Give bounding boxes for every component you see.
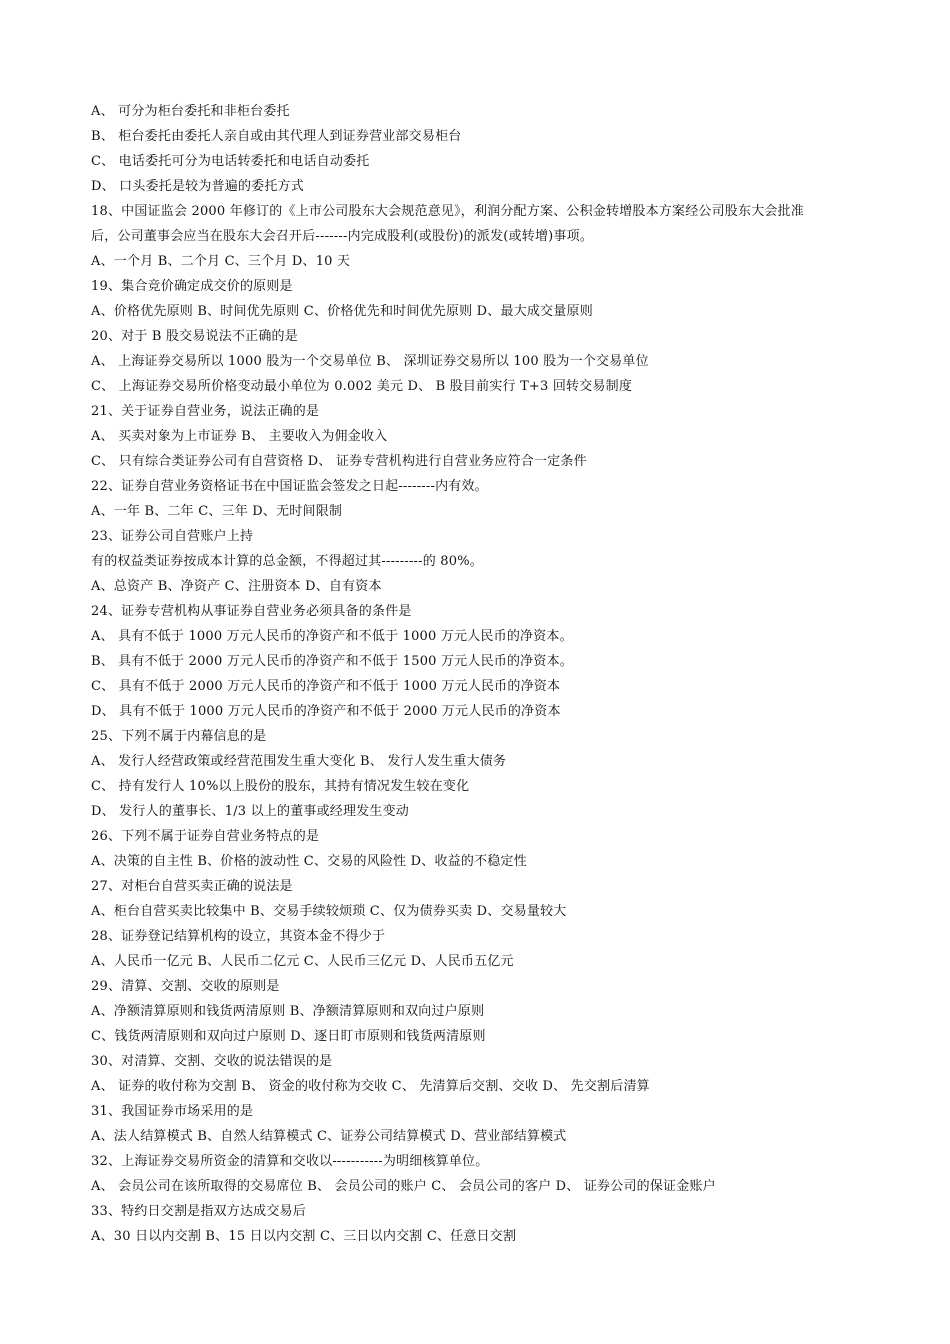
question-27: 27、对柜台自营买卖正确的说法是 bbox=[91, 879, 293, 894]
question-32: 32、上海证券交易所资金的清算和交收以-----------为明细核算单位。 bbox=[91, 1154, 489, 1169]
option-line: D、 具有不低于 1000 万元人民币的净资产和不低于 2000 万元人民币的净资本 bbox=[91, 704, 561, 719]
question-19: 19、集合竞价确定成交价的原则是 bbox=[91, 279, 293, 294]
question-31: 31、我国证券市场采用的是 bbox=[91, 1104, 254, 1119]
option-line: D、 发行人的董事长、1/3 以上的董事或经理发生变动 bbox=[91, 804, 410, 819]
option-line: C、 具有不低于 2000 万元人民币的净资产和不低于 1000 万元人民币的净资本 bbox=[91, 679, 561, 694]
question-20: 20、对于 B 股交易说法不正确的是 bbox=[91, 329, 298, 344]
answer-options: A、30 日以内交割 B、15 日以内交割 C、三日以内交割 C、任意日交割 bbox=[91, 1229, 517, 1244]
question-23-cont: 有的权益类证券按成本计算的总金额，不得超过其---------的 80%。 bbox=[91, 554, 483, 569]
answer-options: A、总资产 B、净资产 C、注册资本 D、自有资本 bbox=[91, 579, 382, 594]
question-25: 25、下列不属于内幕信息的是 bbox=[91, 729, 267, 744]
answer-options: A、价格优先原则 B、时间优先原则 C、价格优先和时间优先原则 D、最大成交量原则 bbox=[91, 304, 593, 319]
answer-options: C、 只有综合类证券公司有自营资格 D、 证券专营机构进行自营业务应符合一定条件 bbox=[91, 454, 587, 469]
document-body bbox=[91, 99, 871, 1249]
answer-options: A、法人结算模式 B、自然人结算模式 C、证券公司结算模式 D、营业部结算模式 bbox=[91, 1129, 567, 1144]
question-21: 21、关于证券自营业务，说法正确的是 bbox=[91, 404, 320, 419]
question-18-cont: 后，公司董事会应当在股东大会召开后-------内完成股利(或股份)的派发(或转增)事项。 bbox=[91, 229, 594, 244]
question-28: 28、证券登记结算机构的设立，其资本金不得少于 bbox=[91, 929, 386, 944]
answer-options: A、 上海证券交易所以 1000 股为一个交易单位 B、 深圳证券交易所以 100 股为一个交易单位 bbox=[91, 354, 649, 369]
question-26: 26、下列不属于证券自营业务特点的是 bbox=[91, 829, 320, 844]
option-line: C、 电话委托可分为电话转委托和电话自动委托 bbox=[91, 154, 370, 169]
question-30: 30、对清算、交割、交收的说法错误的是 bbox=[91, 1054, 333, 1069]
answer-options: A、 发行人经营政策或经营范围发生重大变化 B、 发行人发生重大债务 bbox=[91, 754, 507, 769]
question-22: 22、证券自营业务资格证书在中国证监会签发之日起--------内有效。 bbox=[91, 479, 488, 494]
answer-options: C、钱货两清原则和双向过户原则 D、逐日盯市原则和钱货两清原则 bbox=[91, 1029, 486, 1044]
answer-options: A、决策的自主性 B、价格的波动性 C、交易的风险性 D、收益的不稳定性 bbox=[91, 854, 527, 869]
option-line: B、 具有不低于 2000 万元人民币的净资产和不低于 1500 万元人民币的净资本。 bbox=[91, 654, 573, 669]
option-line: A、 具有不低于 1000 万元人民币的净资产和不低于 1000 万元人民币的净资本。 bbox=[91, 629, 573, 644]
answer-options: A、净额清算原则和钱货两清原则 B、净额清算原则和双向过户原则 bbox=[91, 1004, 485, 1019]
answer-options: A、 买卖对象为上市证券 B、 主要收入为佣金收入 bbox=[91, 429, 388, 444]
answer-options: A、柜台自营买卖比较集中 B、交易手续较烦琐 C、仅为债券买卖 D、交易量较大 bbox=[91, 904, 567, 919]
answer-options: A、 证券的收付称为交割 B、 资金的收付称为交收 C、 先清算后交割、交收 D、 先交割后清算 bbox=[91, 1079, 650, 1094]
answer-options: A、 会员公司在该所取得的交易席位 B、 会员公司的账户 C、 会员公司的客户 D、 证券公司的保证金账户 bbox=[91, 1179, 716, 1194]
question-29: 29、清算、交割、交收的原则是 bbox=[91, 979, 280, 994]
option-line: D、 口头委托是较为普遍的委托方式 bbox=[91, 179, 304, 194]
question-18: 18、中国证监会 2000 年修订的《上市公司股东大会规范意见》，利润分配方案、公积金转增股本方案经公司股东大会批准 bbox=[91, 204, 804, 219]
option-line: C、 持有发行人 10%以上股份的股东，其持有情况发生较在变化 bbox=[91, 779, 470, 794]
answer-options: C、 上海证券交易所价格变动最小单位为 0.002 美元 D、 B 股目前实行 T+3 回转交易制度 bbox=[91, 379, 633, 394]
question-33: 33、特约日交割是指双方达成交易后 bbox=[91, 1204, 306, 1219]
answer-options: A、人民币一亿元 B、人民币二亿元 C、人民币三亿元 D、人民币五亿元 bbox=[91, 954, 514, 969]
option-line: A、 可分为柜台委托和非柜台委托 bbox=[91, 104, 290, 119]
answer-options: A、一个月 B、二个月 C、三个月 D、10 天 bbox=[91, 254, 351, 269]
option-line: B、 柜台委托由委托人亲自或由其代理人到证券营业部交易柜台 bbox=[91, 129, 462, 144]
question-24: 24、证券专营机构从事证券自营业务必须具备的条件是 bbox=[91, 604, 412, 619]
answer-options: A、一年 B、二年 C、三年 D、无时间限制 bbox=[91, 504, 343, 519]
question-23: 23、证券公司自营账户上持 bbox=[91, 529, 254, 544]
